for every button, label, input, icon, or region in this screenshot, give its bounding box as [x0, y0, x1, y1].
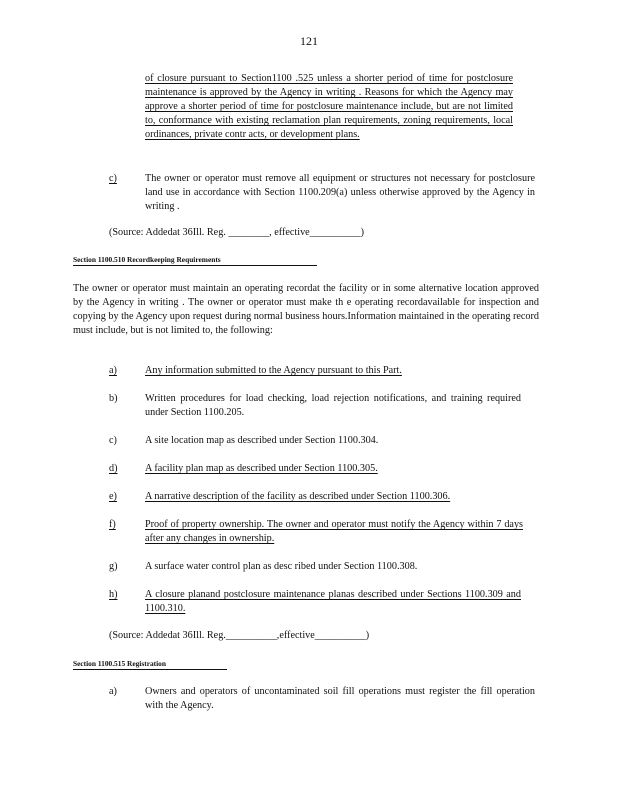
item-a-text: Any information submitted to the Agency pursuant to this Part. — [145, 365, 402, 376]
item-d-label: d) — [109, 463, 118, 474]
item-c-text: The owner or operator must remove all equipment or structures not necessary for postclosure land use in accordance with Section 1100.209(a) unless otherwise approved by the Agency in writing . — [145, 173, 535, 212]
item-g-text: A surface water control plan as desc ribed under Section 1100.308. — [145, 561, 418, 572]
source-note-2: (Source: Addedat 36Ill. Reg.__________,effective__________) — [109, 630, 370, 641]
item-f-text: Proof of property ownership. The owner and operator must notify the Agency within 7 days after any changes in ownership. — [145, 519, 523, 544]
item-c-label: c) — [109, 173, 117, 184]
item-b-text: Written procedures for load checking, load rejection notifications, and training required under Section 1100.205. — [145, 393, 521, 418]
page-number: 121 — [300, 34, 318, 48]
item-h-text: A closure planand postclosure maintenance planas described under Sections 1100.309 and 1100.310. — [145, 589, 521, 614]
item-e-text: A narrative description of the facility as described under Section 1100.306. — [145, 491, 451, 502]
continuation-paragraph — [145, 72, 513, 142]
section-heading-515: Section 1100.515 Registration — [73, 659, 227, 670]
item-h-label: h) — [109, 589, 118, 600]
registration-a-text: Owners and operators of uncontaminated soil fill operations must register the fill operation with the Agency. — [145, 686, 535, 711]
item-a-label: a) — [109, 365, 117, 376]
item-b-label: b) — [109, 393, 118, 404]
registration-a-label: a) — [109, 686, 117, 697]
source-note: (Source: Addedat 36Ill. Reg. ________, effective__________) — [109, 227, 365, 238]
item-g-label: g) — [109, 561, 118, 572]
item-f-label: f) — [109, 519, 116, 530]
item-c2-label: c) — [109, 435, 117, 446]
section-heading-510: Section 1100.510 Recordkeeping Requirements — [73, 255, 317, 266]
item-c2-text: A site location map as described under Section 1100.304. — [145, 435, 379, 446]
section-510-paragraph: The owner or operator must maintain an operating recordat the facility or in some alternative location approved by the Agency in writing . The owner or operator must make th e operating recordavailable for inspection and copying by the Agency upon request during normal business hours.Information maintained in the operating record must include, but is not limited to, the following: — [73, 283, 539, 336]
item-d-text: A facility plan map as described under Section 1100.305. — [145, 463, 378, 474]
item-e-label: e) — [109, 491, 117, 502]
paragraph-text: of closure pursuant to Section1100 .525 unless a shorter period of time for postclosure maintenance is approved by the Agency in writing . Reasons for which the Agency may approve a shorter period of time for postclosure maintenance include, but are not limited to, conformance with existing reclamation plan requirements, zoning requirements, local ordinances, private contr acts, or development plans. — [145, 73, 513, 140]
